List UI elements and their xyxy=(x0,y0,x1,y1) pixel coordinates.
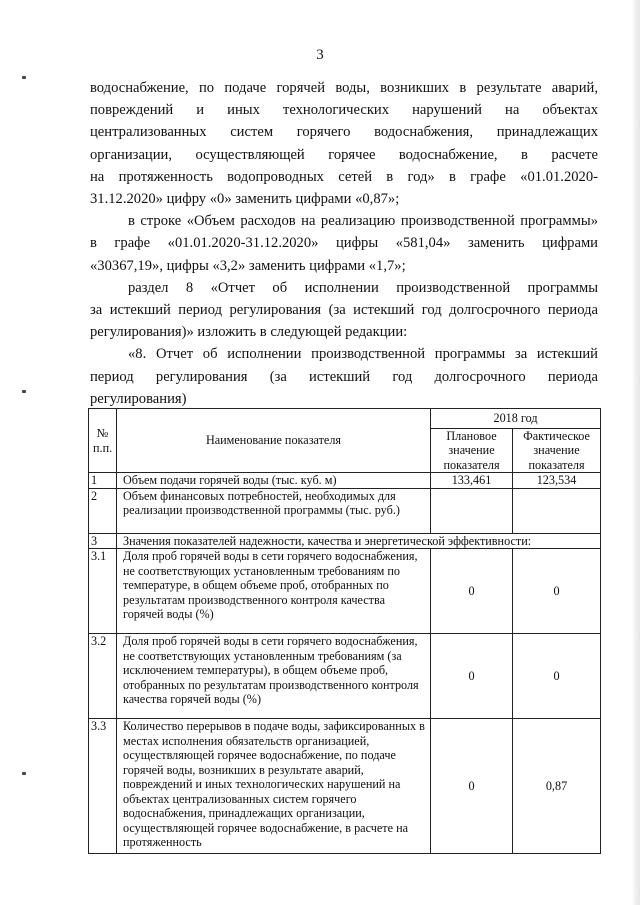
text-line: за истекший период регулирования (за истекший год долгосрочного периода xyxy=(90,302,598,319)
scan-edge xyxy=(632,0,640,905)
fact-value xyxy=(513,488,601,533)
table-row xyxy=(89,473,601,489)
text-line: «8. Отчет об исполнении производственной программы за истекший xyxy=(128,346,598,363)
table-row xyxy=(89,719,601,854)
fact-value: 123,534 xyxy=(513,473,601,489)
text-line: регулирования)» изложить в следующей редакции: xyxy=(90,324,408,341)
row-number: 3.2 xyxy=(89,634,117,719)
plan-value: 0 xyxy=(431,719,513,854)
text-line: регулирования) xyxy=(90,390,187,407)
table-row xyxy=(89,634,601,719)
row-name: Объем финансовых потребностей, необходимых для реализации производственной программы (тыс. руб.) xyxy=(117,488,431,533)
row-name: Доля проб горячей воды в сети горячего водоснабжения, не соответствующих установленным требованиям по температуре, в общем объеме проб, отобранных по результатам производственного контроля качества горячей воды (%) xyxy=(117,549,431,634)
header-plan: Плановое значение показателя xyxy=(431,428,513,473)
text-line: в графе «01.01.2020-31.12.2020» цифры «581,04» заменить цифрами xyxy=(90,235,598,252)
row-name: Объем подачи горячей воды (тыс. куб. м) xyxy=(117,473,431,489)
plan-value: 0 xyxy=(431,634,513,719)
text-line: период регулирования (за истекший год долгосрочного периода xyxy=(90,368,598,385)
fact-value: 0 xyxy=(513,634,601,719)
text-line: 31.12.2020» цифру «0» заменить цифрами «0,87»; xyxy=(90,191,400,208)
row-name: Доля проб горячей воды в сети горячего водоснабжения, не соответствующих установленным требованиям (за исключением температуры), в общем объеме проб, отобранных по результатам производственного контроля качества горячей воды (%) xyxy=(117,634,431,719)
header-year: 2018 год xyxy=(431,409,601,429)
fact-value: 0,87 xyxy=(513,719,601,854)
fact-value: 0 xyxy=(513,549,601,634)
row-number: 3.1 xyxy=(89,549,117,634)
paragraph xyxy=(90,77,598,210)
row-number: 3.3 xyxy=(89,719,117,854)
text-line: централизованных систем горячего водоснабжения, принадлежащих xyxy=(90,124,598,141)
text-line: водоснабжение, по подаче горячей воды, возникших в результате аварий, xyxy=(90,80,598,96)
text-line: «30367,19», цифры «3,2» заменить цифрами «1,7»; xyxy=(90,257,406,274)
scan-mark xyxy=(22,772,26,775)
row-number: 1 xyxy=(89,473,117,489)
plan-value: 133,461 xyxy=(431,473,513,489)
table-row xyxy=(89,533,601,549)
header-name: Наименование показателя xyxy=(117,409,431,473)
row-name: Значения показателей надежности, качества и энергетической эффективности: xyxy=(117,533,601,549)
page-number: 3 xyxy=(316,47,324,63)
paragraph xyxy=(90,277,598,344)
paragraph xyxy=(90,210,598,277)
scan-mark xyxy=(22,390,26,393)
plan-value xyxy=(431,488,513,533)
text-line: в строке «Объем расходов на реализацию производственной программы» xyxy=(128,213,598,230)
text-line: на протяженность водопроводных сетей в год» в графе «01.01.2020- xyxy=(90,168,598,185)
scan-mark xyxy=(22,76,26,79)
row-number: 2 xyxy=(89,488,117,533)
plan-value: 0 xyxy=(431,549,513,634)
text-line: повреждений и иных технологических нарушений на объектах xyxy=(90,102,598,119)
header-fact: Фактическое значение показателя xyxy=(513,428,601,473)
report-table xyxy=(88,408,601,854)
row-number: 3 xyxy=(89,533,117,549)
header-num: № п.п. xyxy=(89,409,117,473)
table-row xyxy=(89,488,601,533)
text-line: организации, осуществляющей горячее водоснабжение, в расчете xyxy=(90,146,598,163)
body-text xyxy=(90,77,598,410)
table-row xyxy=(89,549,601,634)
paragraph xyxy=(90,343,598,410)
row-name: Количество перерывов в подаче воды, зафиксированных в местах исполнения обязательств организацией, осуществляющей горячее водоснабжение, по подаче горячей воды, возникших в результате аварий, повреждений и иных технологических нарушений на объектах централизованных систем горячего водоснабжения, принадлежащих организации, осуществляющей горячее водоснабжение, в расчете на протяженность xyxy=(117,719,431,854)
text-line: раздел 8 «Отчет об исполнении производственной программы xyxy=(128,279,598,296)
